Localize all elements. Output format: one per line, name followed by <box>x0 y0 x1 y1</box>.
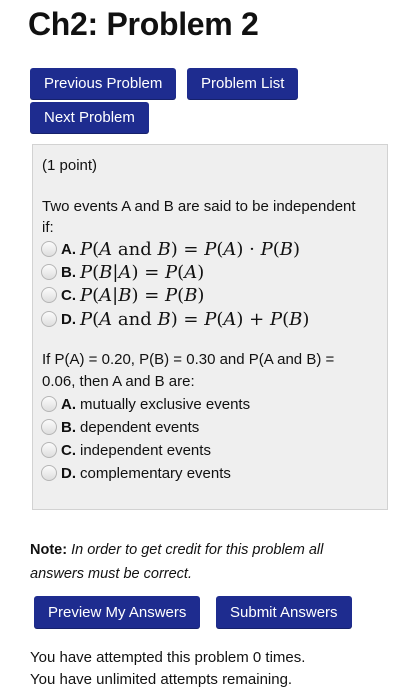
option-letter: A. <box>61 240 76 258</box>
option-letter: B. <box>61 263 76 281</box>
credit-note <box>30 538 370 586</box>
radio-button[interactable] <box>41 465 57 481</box>
radio-button[interactable] <box>41 311 57 327</box>
problem-panel <box>32 144 388 510</box>
option-formula: P(A|B) = P(B) <box>80 284 205 306</box>
q2-option-a[interactable] <box>41 393 250 415</box>
note-text-line-1: In order to get credit for this problem all <box>71 542 324 558</box>
option-letter: B. <box>61 418 76 436</box>
question-2-line-1: If P(A) = 0.20, P(B) = 0.30 and P(A and B) = <box>42 351 335 368</box>
problem-list-button[interactable]: Problem List <box>187 68 298 100</box>
radio-button[interactable] <box>41 442 57 458</box>
option-letter: D. <box>61 310 76 328</box>
q2-option-b[interactable] <box>41 416 199 438</box>
option-letter: C. <box>61 286 76 304</box>
radio-button[interactable] <box>41 287 57 303</box>
radio-button[interactable] <box>41 396 57 412</box>
q2-option-d[interactable] <box>41 462 231 484</box>
option-formula: P(A and B) = P(A) + P(B) <box>80 308 310 330</box>
radio-button[interactable] <box>41 241 57 257</box>
point-value: (1 point) <box>42 157 98 174</box>
question-2-line-2: 0.06, then A and B are: <box>42 373 195 390</box>
option-formula: P(B|A) = P(A) <box>80 261 205 283</box>
option-letter: C. <box>61 441 76 459</box>
radio-button[interactable] <box>41 419 57 435</box>
submit-answers-button[interactable]: Submit Answers <box>216 596 352 629</box>
note-text-line-2: answers must be correct. <box>30 566 192 582</box>
previous-problem-button[interactable]: Previous Problem <box>30 68 176 100</box>
option-text: independent events <box>80 441 211 459</box>
q1-option-d[interactable] <box>41 308 309 330</box>
q2-option-c[interactable] <box>41 439 211 461</box>
page-title: Ch2: Problem 2 <box>28 6 259 42</box>
note-label: Note: <box>30 542 68 558</box>
option-text: dependent events <box>80 418 200 436</box>
preview-answers-button[interactable]: Preview My Answers <box>34 596 200 629</box>
remaining-attempts-status: You have unlimited attempts remaining. <box>30 671 293 688</box>
question-1-line-1: Two events A and B are said to be independent <box>42 198 356 215</box>
attempts-status: You have attempted this problem 0 times. <box>30 649 306 666</box>
q1-option-b[interactable] <box>41 261 204 283</box>
option-formula: P(A and B) = P(A) · P(B) <box>80 238 301 260</box>
option-text: complementary events <box>80 464 231 482</box>
question-1-line-2: if: <box>42 219 54 236</box>
q1-option-c[interactable] <box>41 284 204 306</box>
option-letter: D. <box>61 464 76 482</box>
next-problem-button[interactable]: Next Problem <box>30 102 149 134</box>
option-letter: A. <box>61 395 76 413</box>
radio-button[interactable] <box>41 264 57 280</box>
q1-option-a[interactable] <box>41 238 300 260</box>
option-text: mutually exclusive events <box>80 395 251 413</box>
